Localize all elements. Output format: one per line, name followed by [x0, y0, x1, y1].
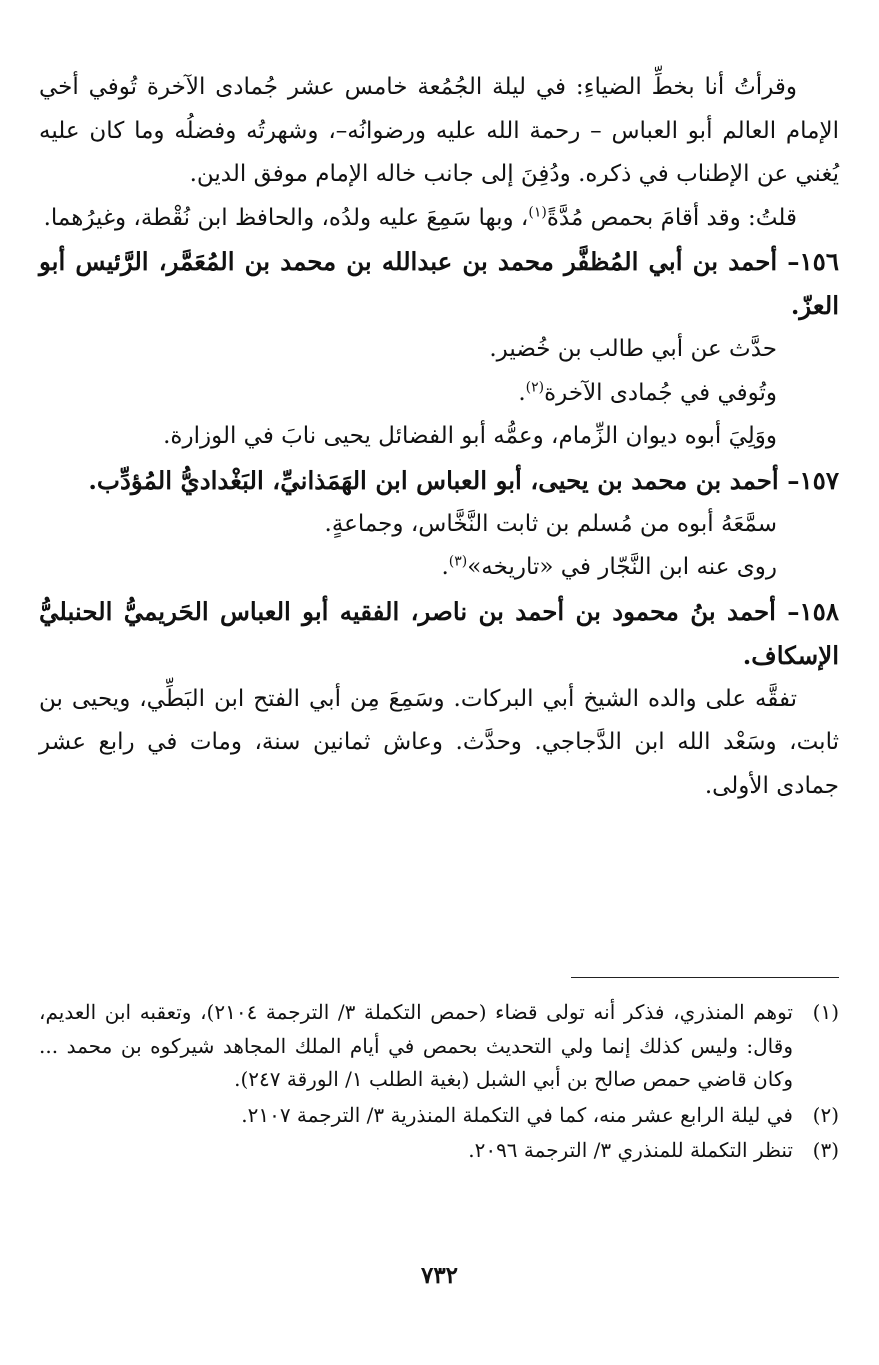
footnote-ref-2[interactable]: (٢) [525, 378, 545, 395]
footnotes [39, 996, 839, 1170]
entry-text: وتُوفي في جُمادى الآخرة [544, 379, 777, 406]
footnote-text: توهم المنذري، فذكر أنه تولى قضاء (حمص التكملة ٣/ الترجمة ٢١٠٤)، وتعقبه ابن العديم، وقال: وليس كذلك إنما ولي التحديث بحمص في أيام الملك المجاهد شيركوه بن محمد ... وكان قاضي حمص صالح بن أبي الشبل (بغية الطلب ١/ الورقة ٢٤٧). [39, 1000, 793, 1091]
entry-157-line [39, 546, 839, 590]
entry-156-line [39, 372, 839, 416]
paragraph-text: ، وبها سَمِعَ عليه ولدُه، والحافظ ابن نُقْطة، وغيرُهما. [43, 204, 529, 231]
entry-text: . [441, 554, 449, 580]
footnote-ref-1[interactable]: (١) [528, 203, 547, 220]
footnote-ref-3[interactable]: (٣) [448, 553, 468, 570]
footnote-mark: (٣) [812, 1138, 839, 1162]
entry-157-line: سمَّعَهُ أبوه من مُسلم بن ثابت النَّخَّاس، وجماعةٍ. [324, 510, 777, 537]
entry-156-line: حدَّث عن أبي طالب بن خُضير. [489, 336, 777, 362]
entry-heading-157: ١٥٧– أحمد بن محمد بن يحيى، أبو العباس ابن الهَمَذانيِّ، البَغْداديُّ المُؤدِّب. [88, 465, 839, 495]
footnote-mark: (١) [812, 1000, 839, 1024]
entry-text: . [518, 379, 526, 406]
paragraph-death-report: وقرأتُ أنا بخطِّ الضياءِ: في ليلة الجُمُعة خامس عشر جُمادى الآخرة تُوفي أخي الإمام العالم أبو العباس – رحمة الله عليه ورضوانُه–، وشهرتُه وفضلُه وما كان عليه يُغني عن الإطناب في ذكره. ودُفِنَ إلى جانب خاله الإمام موفق الدين. [39, 74, 839, 187]
footnote-text: في ليلة الرابع عشر منه، كما في التكملة المنذرية ٣/ الترجمة ٢١٠٧. [241, 1102, 793, 1127]
paragraph-residence-note [39, 197, 839, 241]
main-text [39, 66, 839, 808]
paragraph-text: قلتُ: وقد أقامَ بحمص مُدَّةً [546, 204, 797, 231]
footnote-mark: (٢) [812, 1102, 839, 1127]
entry-156-line: ووَلِيَ أبوه ديوان الزِّمام، وعمُّه أبو الفضائل يحيى نابَ في الوزارة. [163, 423, 777, 449]
footnote-divider [571, 977, 839, 978]
footnote-2 [39, 1099, 839, 1133]
footnote-text: تنظر التكملة للمنذري ٣/ الترجمة ٢٠٩٦. [468, 1138, 793, 1162]
entry-text: روى عنه ابن النَّجّار في «تاريخه» [467, 554, 777, 580]
entry-158-text: تفقَّه على والده الشيخ أبي البركات. وسَمِعَ مِن أبي الفتح ابن البَطِّي، ويحيى بن ثابت، وسَعْد الله ابن الدَّجاجي. وحدَّث. وعاش ثمانين سنة، ومات في رابع عشر جمادى الأولى. [39, 685, 839, 799]
page-number: ٧٣٢ [420, 1262, 459, 1289]
footnote-1 [39, 996, 839, 1097]
footnote-3 [39, 1134, 839, 1168]
entry-heading-156: ١٥٦– أحمد بن أبي المُظفَّر محمد بن عبدالله بن محمد بن المُعَمَّر، الرَّئيس أبو العزّ. [39, 247, 839, 320]
entry-heading-158: ١٥٨– أحمد بنُ محمود بن أحمد بن ناصر، الفقيه أبو العباس الحَريميُّ الحنبليُّ الإسكاف. [39, 596, 839, 670]
